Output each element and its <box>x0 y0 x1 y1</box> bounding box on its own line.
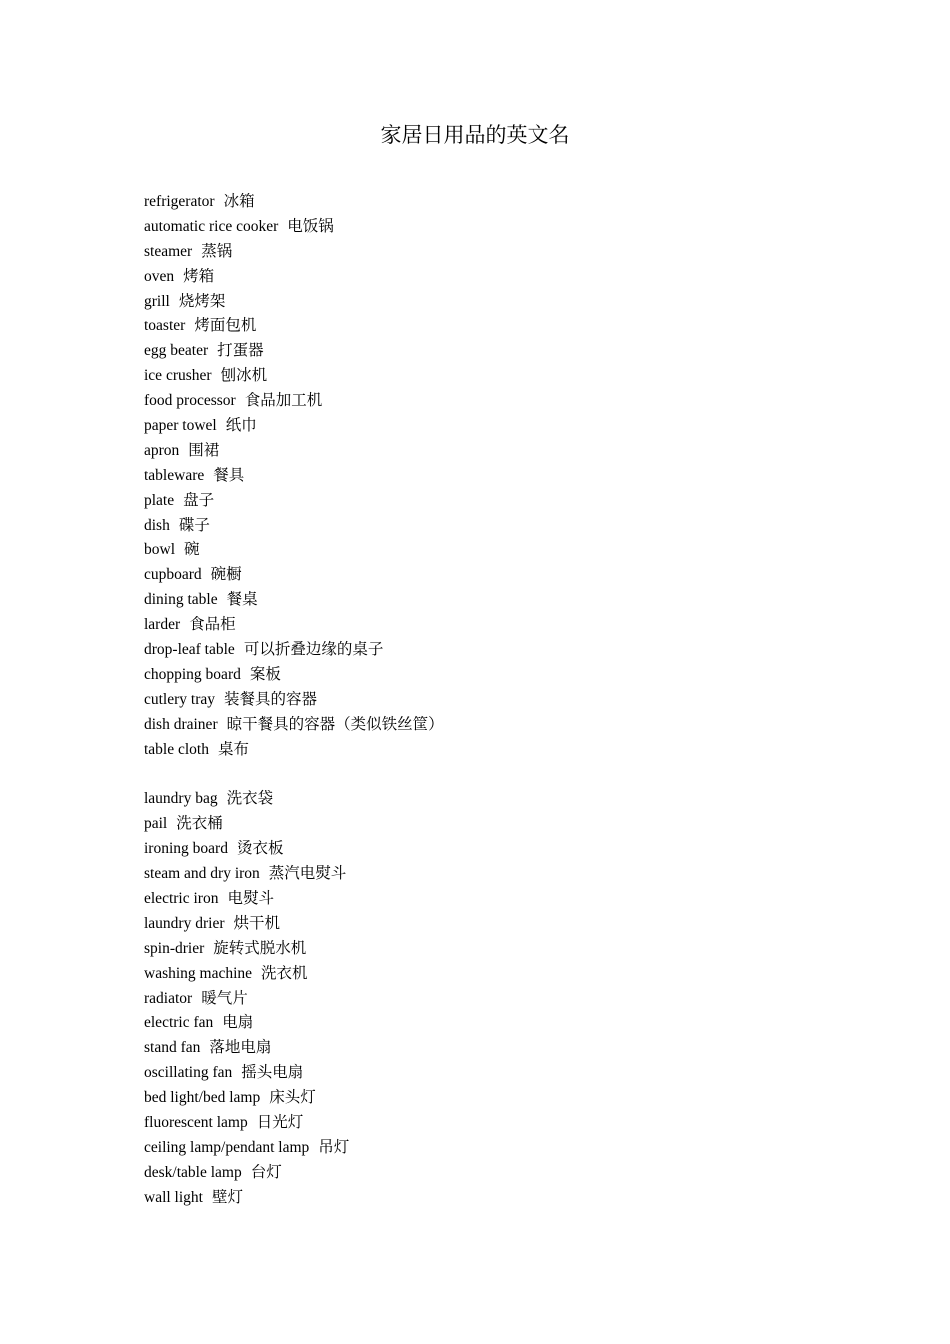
vocab-entry <box>144 787 844 812</box>
vocab-entry <box>144 738 844 763</box>
english-term: dish <box>144 516 170 534</box>
english-term: toaster <box>144 317 186 335</box>
vocab-entry <box>144 1186 844 1211</box>
english-term: paper towel <box>144 417 217 435</box>
english-term: electric iron <box>144 889 219 907</box>
vocab-entry <box>144 887 844 912</box>
english-term: bowl <box>144 541 175 559</box>
vocab-entry <box>144 364 844 389</box>
chinese-term: 烫衣板 <box>236 840 284 858</box>
vocab-entry <box>144 588 844 613</box>
english-term: oven <box>144 267 175 285</box>
group-spacer <box>144 762 844 787</box>
chinese-term: 洗衣袋 <box>226 790 274 808</box>
english-term: wall light <box>144 1188 203 1206</box>
chinese-term: 冰箱 <box>223 193 255 210</box>
vocab-entry <box>144 962 844 987</box>
english-term: radiator <box>144 989 193 1007</box>
english-term: plate <box>144 491 175 509</box>
chinese-term: 电扇 <box>222 1014 254 1032</box>
chinese-term: 打蛋器 <box>217 342 264 360</box>
english-term: laundry drier <box>144 914 225 932</box>
chinese-term: 晾干餐具的容器（类似铁丝筐） <box>226 715 444 733</box>
english-term: laundry bag <box>144 790 218 808</box>
vocab-entry <box>144 912 844 937</box>
vocab-entry <box>144 563 844 588</box>
vocab-entry <box>144 290 844 315</box>
english-term: table cloth <box>144 740 209 758</box>
chinese-term: 食品加工机 <box>244 392 323 410</box>
vocab-entry <box>144 314 844 339</box>
english-term: larder <box>144 616 181 634</box>
english-term: oscillating fan <box>144 1064 233 1082</box>
vocab-entry <box>144 663 844 688</box>
vocab-entry <box>144 1011 844 1036</box>
chinese-term: 落地电扇 <box>209 1039 272 1057</box>
english-term: washing machine <box>144 964 253 982</box>
chinese-term: 蒸锅 <box>201 242 233 260</box>
vocab-list <box>144 190 844 1211</box>
vocab-entry <box>144 190 844 215</box>
chinese-term: 烤面包机 <box>194 317 257 335</box>
vocab-entry <box>144 538 844 563</box>
english-term: pail <box>144 815 168 833</box>
english-term: electric fan <box>144 1014 214 1032</box>
english-term: apron <box>144 441 180 459</box>
english-term: ironing board <box>144 840 228 858</box>
english-term: stand fan <box>144 1039 201 1057</box>
chinese-term: 碟子 <box>178 516 210 534</box>
vocab-entry <box>144 688 844 713</box>
chinese-term: 餐具 <box>213 466 245 484</box>
vocab-entry <box>144 489 844 514</box>
chinese-term: 壁灯 <box>211 1188 243 1206</box>
chinese-term: 旋转式脱水机 <box>213 939 307 957</box>
vocab-entry <box>144 937 844 962</box>
chinese-term: 盘子 <box>183 491 215 509</box>
english-term: dish drainer <box>144 715 218 733</box>
vocab-entry <box>144 638 844 663</box>
english-term: tableware <box>144 466 205 484</box>
english-term: cupboard <box>144 566 202 584</box>
chinese-term: 床头灯 <box>269 1089 316 1107</box>
english-term: spin-drier <box>144 939 205 957</box>
chinese-term: 食品柜 <box>189 616 236 634</box>
chinese-term: 洗衣机 <box>261 964 308 982</box>
vocab-entry <box>144 837 844 862</box>
english-term: grill <box>144 292 170 310</box>
chinese-term: 餐桌 <box>226 591 258 609</box>
chinese-term: 台灯 <box>250 1163 282 1181</box>
vocab-entry <box>144 613 844 638</box>
chinese-term: 可以折叠边缘的桌子 <box>243 641 384 659</box>
vocab-entry <box>144 514 844 539</box>
vocab-entry <box>144 713 844 738</box>
english-term: refrigerator <box>144 193 215 210</box>
chinese-term: 桌布 <box>218 740 250 758</box>
english-term: bed light/bed lamp <box>144 1089 261 1107</box>
chinese-term: 吊灯 <box>318 1138 350 1156</box>
english-term: desk/table lamp <box>144 1163 242 1181</box>
english-term: fluorescent lamp <box>144 1113 248 1131</box>
vocab-entry <box>144 265 844 290</box>
english-term: dining table <box>144 591 218 609</box>
english-term: food processor <box>144 392 236 410</box>
vocab-entry <box>144 1036 844 1061</box>
chinese-term: 摇头电扇 <box>241 1064 304 1082</box>
vocab-entry <box>144 987 844 1012</box>
english-term: cutlery tray <box>144 690 216 708</box>
chinese-term: 电饭锅 <box>287 217 334 235</box>
vocab-entry <box>144 439 844 464</box>
vocab-entry <box>144 812 844 837</box>
chinese-term: 洗衣桶 <box>176 815 223 833</box>
chinese-term: 围裙 <box>188 441 220 459</box>
english-term: steamer <box>144 242 193 260</box>
english-term: egg beater <box>144 342 209 360</box>
vocab-entry <box>144 464 844 489</box>
chinese-term: 电熨斗 <box>227 889 274 907</box>
chinese-term: 蒸汽电熨斗 <box>268 865 347 883</box>
vocab-entry <box>144 1061 844 1086</box>
chinese-term: 烘干机 <box>233 914 280 932</box>
vocab-entry <box>144 215 844 240</box>
chinese-term: 烤箱 <box>183 267 215 285</box>
english-term: ceiling lamp/pendant lamp <box>144 1138 310 1156</box>
english-term: ice crusher <box>144 367 212 385</box>
vocab-entry <box>144 389 844 414</box>
chinese-term: 烧烤架 <box>178 292 226 310</box>
chinese-term: 纸巾 <box>225 417 257 435</box>
english-term: automatic rice cooker <box>144 217 279 235</box>
chinese-term: 刨冰机 <box>220 367 268 385</box>
vocab-entry <box>144 339 844 364</box>
vocab-entry <box>144 1136 844 1161</box>
chinese-term: 碗橱 <box>210 566 242 584</box>
english-term: steam and dry iron <box>144 865 260 883</box>
vocab-entry <box>144 1086 844 1111</box>
vocab-entry <box>144 414 844 439</box>
vocab-entry <box>144 1111 844 1136</box>
chinese-term: 装餐具的容器 <box>224 690 318 708</box>
chinese-term: 日光灯 <box>256 1113 304 1131</box>
english-term: chopping board <box>144 665 241 683</box>
english-term: drop-leaf table <box>144 641 235 659</box>
chinese-term: 碗 <box>184 541 200 559</box>
vocab-entry <box>144 1161 844 1186</box>
vocab-entry <box>144 862 844 887</box>
chinese-term: 案板 <box>249 665 281 683</box>
page-title: 家居日用品的英文名 <box>380 123 570 147</box>
chinese-term: 暖气片 <box>201 989 248 1007</box>
vocab-entry <box>144 240 844 265</box>
